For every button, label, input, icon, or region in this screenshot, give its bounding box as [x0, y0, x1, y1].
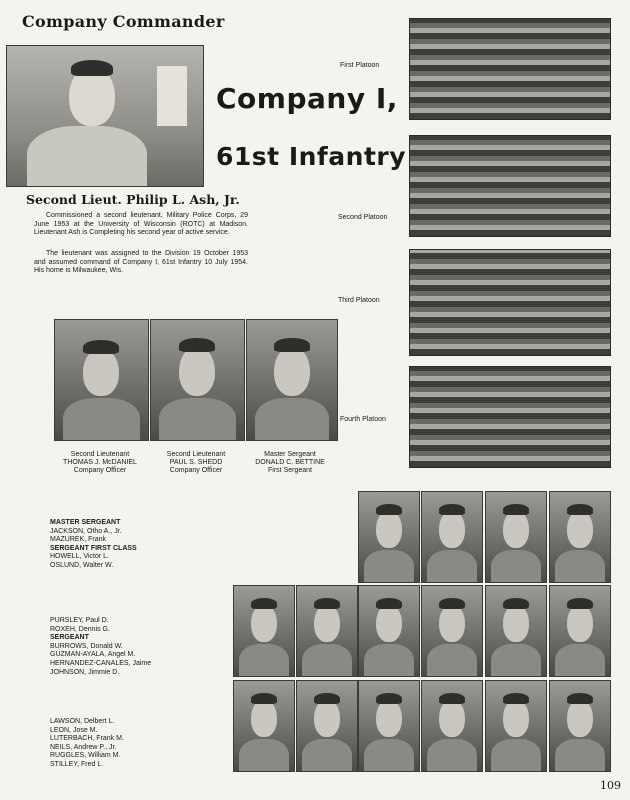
roster-group-3 [50, 718, 124, 770]
soldier-portrait [358, 585, 420, 677]
roster-name: LAWSON, Delbert L. [50, 718, 115, 725]
officer-caption-1 [44, 451, 156, 475]
soldier-portrait [485, 585, 547, 677]
roster-name: HERNANDEZ-CANALES, Jaime [50, 659, 152, 667]
roster-name: JOHNSON, Jimmie D. [50, 668, 120, 676]
soldier-portrait [233, 585, 295, 677]
soldier-portrait [485, 491, 547, 583]
platoon-label-3: Third Platoon [338, 297, 380, 304]
soldier-portrait [421, 491, 483, 583]
soldier-portrait [421, 585, 483, 677]
roster-name: BURROWS, Donald W. [50, 642, 123, 650]
roster-group-2 [50, 617, 151, 677]
platoon-photo-4 [409, 366, 611, 468]
officer-portrait-2 [150, 319, 245, 441]
roster-group-1 [50, 519, 137, 571]
roster-name: PURSLEY, Paul D. [50, 617, 109, 624]
roster-name: RUGGLES, William M. [50, 752, 121, 760]
soldier-portrait [549, 491, 611, 583]
section-title: Company Commander [22, 12, 225, 31]
officer-portrait-3 [246, 319, 338, 441]
platoon-photo-3 [409, 249, 611, 356]
roster-name: NEILS, Andrew P., Jr. [50, 743, 117, 751]
roster-name: LUTERBACH, Frank M. [50, 735, 124, 743]
company-title-line2: 61st Infantry [216, 142, 407, 171]
platoon-label-4: Fourth Platoon [340, 416, 386, 423]
page-number: 109 [600, 779, 621, 792]
platoon-label-2: Second Platoon [338, 214, 388, 221]
platoon-label-1: First Platoon [340, 62, 380, 69]
roster-heading: SERGEANT FIRST CLASS [50, 544, 137, 552]
officer-name: DONALD C. BETTINE [255, 459, 325, 466]
roster-name: ROXEH, Dennis G. [50, 625, 110, 633]
officer-rank: Second Lieutenant [166, 451, 226, 458]
officer-role: Company Officer [73, 467, 127, 474]
soldier-portrait [296, 680, 358, 772]
roster-name: LEON, Jose M. [50, 726, 98, 734]
roster-heading: MASTER SERGEANT [50, 519, 121, 526]
roster-name: STILLEY, Fred L. [50, 760, 104, 768]
commander-bio-1: Commissioned a second lieutenant, Military Police Corps, 29 June 1953 at the University of Wisconsin (ROTC) at Madison. Lieutenant Ash is Completing his second year of active service. [34, 212, 248, 236]
company-title-line1: Company I, [216, 82, 398, 115]
officer-caption-3 [234, 451, 346, 475]
soldier-portrait [549, 585, 611, 677]
commander-photo [6, 45, 204, 187]
roster-name: GUZMAN-AYALA, Angel M. [50, 651, 136, 659]
commander-name: Second Lieut. Philip L. Ash, Jr. [26, 192, 240, 207]
platoon-photo-1 [409, 18, 611, 120]
platoon-photo-2 [409, 135, 611, 237]
soldier-portrait [358, 491, 420, 583]
soldier-portrait [485, 680, 547, 772]
soldier-portrait [296, 585, 358, 677]
roster-name: MAZUREK, Frank [50, 536, 107, 544]
roster-name: OSLUND, Walter W. [50, 561, 114, 569]
soldier-portrait [549, 680, 611, 772]
officer-name: PAUL S. SHEDD [169, 459, 223, 466]
officer-role: First Sergeant [268, 467, 312, 474]
commander-bio-2: The lieutenant was assigned to the Division 19 October 1953 and assumed command of Company I, 61st Infantry 10 July 1954. His home is Milwaukee, Wis. [34, 250, 248, 274]
officer-rank: Second Lieutenant [70, 451, 130, 458]
soldier-portrait [358, 680, 420, 772]
officer-portrait-1 [54, 319, 149, 441]
soldier-portrait [421, 680, 483, 772]
roster-heading: SERGEANT [50, 634, 89, 642]
officer-rank: Master Sergeant [264, 451, 316, 458]
roster-name: JACKSON, Otho A., Jr. [50, 527, 122, 535]
roster-name: HOWELL, Victor L. [50, 553, 110, 561]
soldier-portrait [233, 680, 295, 772]
officer-role: Company Officer [169, 467, 223, 474]
officer-name: THOMAS J. McDANIEL [63, 459, 137, 466]
